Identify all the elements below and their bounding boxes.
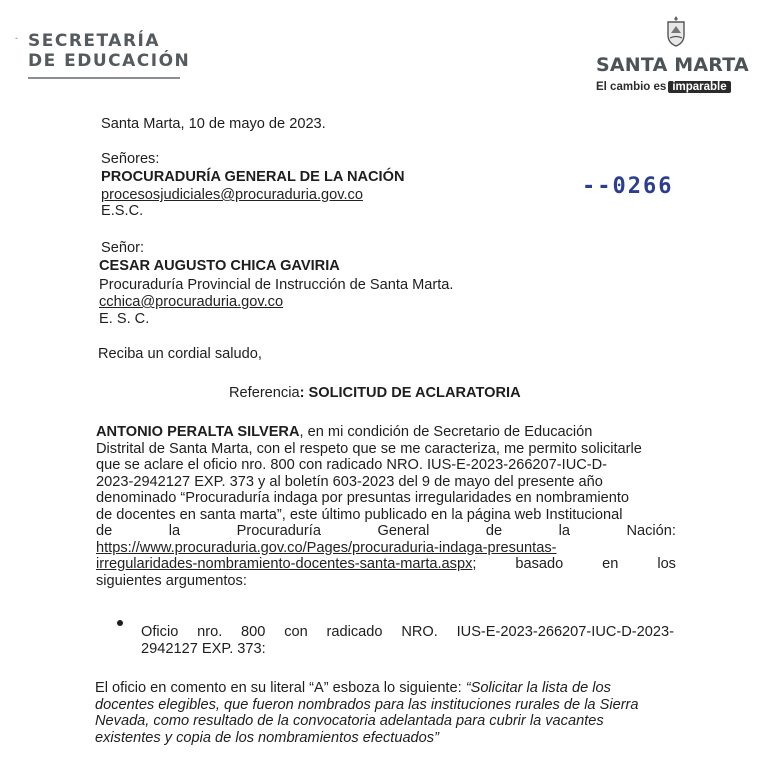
recipient1-name: PROCURADURÍA GENERAL DE LA NACIÓN <box>101 169 405 185</box>
word: General <box>377 523 430 539</box>
body-paragraph <box>96 424 676 589</box>
bullet-line: Oficio nro. 800 con radicado NRO. IUS-E-2023-266207-IUC-D-2023- <box>141 624 674 640</box>
recipient2-salutation: Señor: <box>101 240 144 256</box>
bullet-line: 2942127 EXP. 373: <box>141 640 266 657</box>
body-line-justified <box>96 523 676 540</box>
body-line: 2023-2942127 EXP. 373 y al boletín 603-2023 del 9 de mayo del presente año <box>96 473 603 490</box>
recipient2-esc: E. S. C. <box>99 311 150 327</box>
recipient2-email[interactable]: cchica@procuraduria.gov.co <box>99 294 284 310</box>
slogan-prefix: El cambio es <box>596 81 667 93</box>
quoted-text: “Solicitar la lista de los <box>465 680 611 696</box>
closing-paragraph <box>95 680 675 746</box>
coat-of-arms-icon <box>665 15 687 47</box>
word: Procuraduría <box>236 523 321 539</box>
closing-line <box>95 680 675 697</box>
word: basado <box>515 556 564 572</box>
greeting: Reciba un cordial saludo, <box>98 346 262 362</box>
sender-name: ANTONIO PERALTA SILVERA <box>96 424 300 440</box>
body-text: , en mi condición de Secretario de Educación <box>299 424 593 440</box>
department-name-line2: DE EDUCACIÓN <box>28 51 191 71</box>
slogan <box>596 81 731 93</box>
closing-line: existentes y copia de los nombramientos efectuados” <box>95 729 439 746</box>
closing-line: Nevada, como resultado de la convocatoria adelantada para cubrir la vacantes <box>95 713 604 729</box>
word: Nación: <box>626 523 676 539</box>
url-line1 <box>96 540 676 557</box>
word: de <box>485 523 503 539</box>
body-line: denominado “Procuraduría indaga por presuntas irregularidades en nombramiento <box>96 490 629 506</box>
department-name-line1: SECRETARÍA <box>28 31 161 51</box>
closing-line: docentes elegibles, que fueron nombrados para las instituciones rurales de la Sierra <box>95 696 639 713</box>
body-line: Distrital de Santa Marta, con el respeto que se me caracteriza, me permito solicitarle <box>96 440 642 457</box>
word: la <box>168 523 181 539</box>
body-line: siguientes argumentos: <box>96 572 247 589</box>
source-url-part1[interactable]: https://www.procuraduria.gov.co/Pages/procuraduria-indaga-presuntas- <box>96 539 557 556</box>
body-line: de docentes en santa marta”, este último publicado en la página web Institucional <box>96 506 623 523</box>
recipient1-esc: E.S.C. <box>101 203 144 219</box>
margin-mark: - <box>15 33 18 43</box>
bullet-item <box>141 624 674 657</box>
body-line <box>96 424 676 441</box>
place-date: Santa Marta, 10 de mayo de 2023. <box>101 116 326 132</box>
word: en <box>602 556 619 572</box>
recipient1-email[interactable]: procesosjudiciales@procuraduria.gov.co <box>101 187 363 203</box>
bullet-icon <box>117 620 123 626</box>
source-url-part2[interactable]: irregularidades-nombramiento-docentes-santa-marta.aspx <box>96 556 473 572</box>
body-line-justified: irregularidades-nombramiento-docentes-santa-marta.aspx; basado en los <box>96 556 676 572</box>
word: la <box>558 523 570 539</box>
body-line: que se aclare el oficio nro. 800 con radicado NRO. IUS-E-2023-266207-IUC-D- <box>96 457 608 473</box>
filing-number-stamp: --0266 <box>582 174 674 199</box>
closing-text: El oficio en comento en su literal “A” esboza lo siguiente: <box>95 680 466 696</box>
slogan-highlight: imparable <box>668 81 730 93</box>
reference-label: Referencia <box>229 385 300 401</box>
word: los <box>657 556 676 572</box>
word: de <box>96 523 113 539</box>
header-divider <box>28 77 180 79</box>
recipient1-salutation: Señores: <box>101 151 160 167</box>
reference <box>229 385 521 401</box>
recipient2-office: Procuraduría Provincial de Instrucción de Santa Marta. <box>99 277 454 293</box>
reference-title: : SOLICITUD DE ACLARATORIA <box>299 385 521 401</box>
recipient2-name: CESAR AUGUSTO CHICA GAVIRIA <box>99 258 340 274</box>
city-brand: SANTA MARTA <box>596 54 749 76</box>
